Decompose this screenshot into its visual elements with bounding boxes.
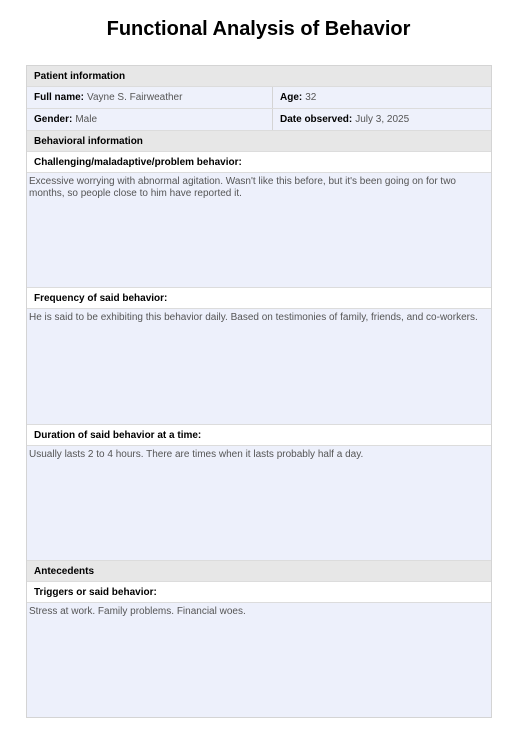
- section-patient-information: Patient information: [27, 66, 491, 87]
- duration-label: Duration of said behavior at a time:: [27, 425, 491, 446]
- full-name-value[interactable]: Vayne S. Fairweather: [87, 92, 183, 103]
- section-antecedents: Antecedents: [27, 561, 491, 582]
- duration-field[interactable]: Usually lasts 2 to 4 hours. There are times when it lasts probably half a day.: [27, 446, 491, 561]
- name-age-row: [27, 87, 491, 109]
- behavior-form: [26, 65, 492, 718]
- date-observed-cell: [273, 109, 491, 130]
- age-value[interactable]: 32: [305, 92, 317, 103]
- frequency-field[interactable]: He is said to be exhibiting this behavior daily. Based on testimonies of family, friends, and co-workers.: [27, 309, 491, 425]
- gender-value[interactable]: Male: [75, 114, 98, 125]
- challenging-behavior-field[interactable]: Excessive worrying with abnormal agitation. Wasn't like this before, but it's been going on for two months, so people close to him have reported it.: [27, 173, 491, 288]
- date-observed-label: Date observed:: [280, 114, 353, 125]
- full-name-label: Full name:: [34, 92, 85, 103]
- age-label: Age:: [280, 92, 303, 103]
- section-behavioral-information: Behavioral information: [27, 131, 491, 152]
- gender-cell: [27, 109, 273, 130]
- gender-label: Gender:: [34, 114, 73, 125]
- full-name-cell: [27, 87, 273, 108]
- gender-date-row: [27, 109, 491, 131]
- triggers-field[interactable]: Stress at work. Family problems. Financial woes.: [27, 603, 491, 717]
- age-cell: [273, 87, 491, 108]
- challenging-behavior-label: Challenging/maladaptive/problem behavior:: [27, 152, 491, 173]
- triggers-label: Triggers or said behavior:: [27, 582, 491, 603]
- frequency-label: Frequency of said behavior:: [27, 288, 491, 309]
- date-observed-value[interactable]: July 3, 2025: [355, 114, 410, 125]
- page-title: Functional Analysis of Behavior: [106, 18, 411, 40]
